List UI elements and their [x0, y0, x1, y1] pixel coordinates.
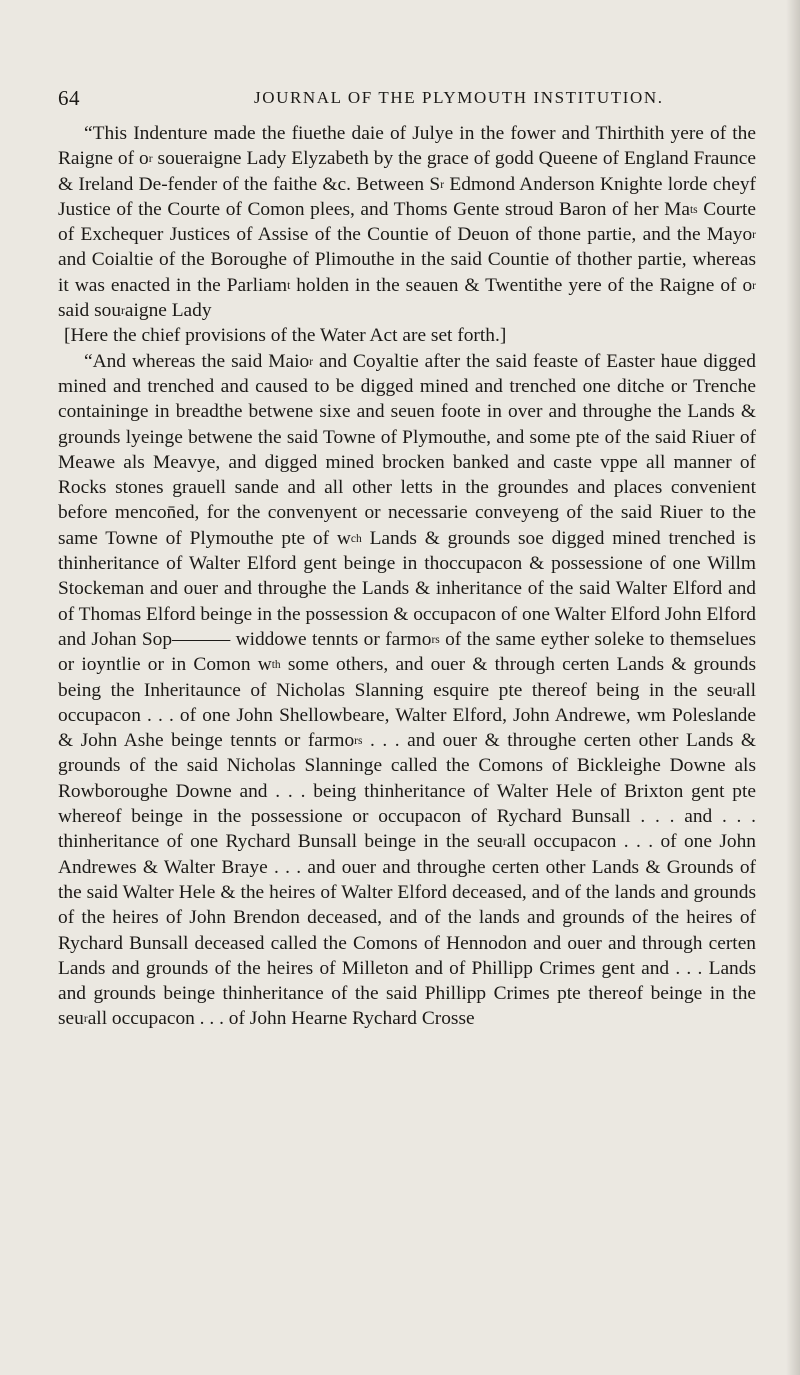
paragraph-editorial-note: [Here the chief provisions of the Water Act are set forth.]: [64, 325, 507, 347]
paragraph-indenture-opening: “This Indenture made the fiuethe daie of Julye in the fower and Thirthith yere of the Raigne of $o^r$ soueraigne Lady Elyzabeth by the grace of godd Queene of England Fraunce & Ireland De-fender of the faithe &c. Between $S^r$ Edmond Anderson Knighte lorde cheyf Justice of the Courte of Comon plees, and Thoms Gente stroud Baron of her $Ma^{ts}$ Courte of Exchequer Justices of Assise of the Countie of Deuon of thone partie, and the Mayo$^r$ and Coialtie of the Boroughe of Plimouthe in the said Countie of thother partie, whereas it was enacted in the Parliam$^t$ holden in the seauen & Twentithe yere of the Raigne of $o^r$ said sou$^r$aigne Lady: [58, 123, 757, 322]
body-text: [58, 121, 756, 1032]
page-edge-shadow: [786, 0, 800, 1375]
running-title: JOURNAL OF THE PLYMOUTH INSTITUTION.: [254, 88, 664, 107]
page-number: 64: [58, 86, 80, 110]
page-header: [58, 86, 758, 116]
paragraph-indenture-whereas: “And whereas the said Maio$^r$ and Coyaltie after the said feaste of Easter haue digged mined and trenched and caused to be digged mined and trenched one ditche or Trenche containinge in breadthe betwene sixe and seuen foote in over and throughe the Lands & grounds lyeinge betwene the said Towne of Plymouthe, and some pte of the said Riuer of Meawe als Meavye, and digged mined brocken banked and caste vppe all manner of Rocks stones grauell sande and all other letts in the groundes and places convenient before mencon̄ed, for the convenyent or necessarie conveyeng of the said Riuer to the same Towne of Plymouthe pte of $w^{ch}$ Lands & grounds soe digged mined trenched is thinheritance of Walter Elford gent beinge in thoccupacon & possessione of one Willm Stockeman and ouer and throughe the Lands & inheritance of the said Walter Elford and of Thomas Elford beinge in the possession & occupacon of one Walter Elford John Elford and Johan Sop——— widdowe tennts or farmo$^{rs}$ of the same eyther soleke to themselues or ioyntlie or in Comon $w^{th}$ some others, and ouer & through certen Lands & grounds being the Inheritaunce of Nicholas Slanning esquire pte thereof being in the seu$^r$all occupacon . . . of one John Shellowbeare, Walter Elford, John Andrewe, wm Poleslande & John Ashe beinge tennts or farmo$^{rs}$ . . . and ouer & throughe certen other Lands & grounds of the said Nicholas Slanninge called the Comons of Bickleighe Downe als Rowboroughe Downe and . . . being thinheritance of Walter Hele of Brixton gent pte whereof beinge in the possessione or occupacon of Rychard Bunsall . . . and . . . thinheritance of one Rychard Bunsall beinge in the seu$^r$all occupacon . . . of one John Andrewes & Walter Braye . . . and ouer and throughe certen other Lands & Grounds of the said Walter Hele & the heires of Walter Elford deceased, and of the lands and grounds of the heires of John Brendon deceased, and of the lands and grounds of the heires of Rychard Bunsall deceased called the Comons of Hennodon and ouer and through certen Lands and grounds of the heires of Milleton and of Phillipp Crimes gent and . . . Lands and grounds beinge thinheritance of the said Phillipp Crimes pte thereof beinge in the seu$^r$all occupacon . . . of John Hearne Rychard Crosse: [58, 350, 756, 1030]
